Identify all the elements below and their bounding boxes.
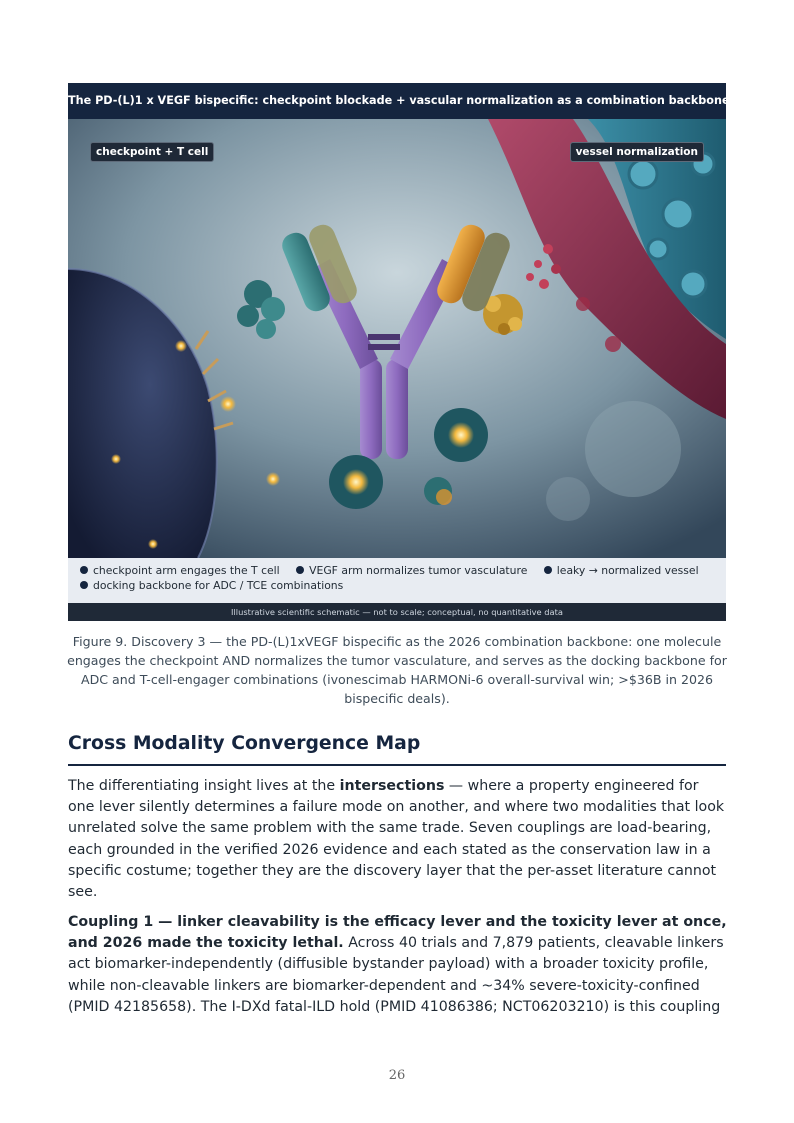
legend-label: docking backbone for ADC / TCE combinations [93, 579, 344, 592]
legend-label: checkpoint arm engages the T cell [93, 564, 280, 577]
figure-legend [68, 558, 726, 603]
bullet-icon [544, 566, 552, 574]
figure-illustration [68, 119, 726, 558]
figure-footer: Illustrative scientific schematic — not to scale; conceptual, no quantitative data [68, 603, 726, 621]
legend-label: VEGF arm normalizes tumor vasculature [309, 564, 528, 577]
paragraph-text: — where a property engineered for one lever silently determines a failure mode on another, and where two modalities that look unrelated solve the same problem with the same trade. Seven couplings are load-bearing, each grounded in the verified 2026 evidence and each stated as the conservation law in a specific costume; together they are the discovery layer that the per-asset literature cannot see. [68, 778, 725, 901]
checkpoint-tag: checkpoint + T cell [90, 142, 214, 162]
bispecific-schematic-image [68, 119, 726, 558]
legend-item [296, 564, 527, 577]
bullet-icon [80, 581, 88, 589]
legend-row [80, 564, 712, 577]
paragraph-text: Across 40 trials and 7,879 patients, cleavable linkers act biomarker-independently (diffusible bystander payload) with a broader toxicity profile, while non-cleavable linkers are biomarker-dependent and ~34% severe-toxicity-confined (PMID 42185658). The I-DXd fatal-ILD hold (PMID 41086386; NCT06203210) is this coupling [68, 935, 724, 1015]
figure-9 [68, 83, 730, 621]
legend-item [544, 564, 699, 577]
legend-item [80, 564, 280, 577]
heading-divider [68, 764, 726, 766]
coupling-heading: Coupling 1 — linker cleavability is the efficacy lever and the toxicity lever at once, and 2026 made the toxicity lethal. [68, 914, 727, 952]
section-heading: Cross Modality Convergence Map [68, 733, 421, 754]
bullet-icon [80, 566, 88, 574]
legend-row [80, 579, 356, 592]
page-number: 26 [388, 1068, 406, 1083]
vessel-tag: vessel normalization [570, 142, 704, 162]
figure-title: The PD-(L)1 x VEGF bispecific: checkpoint blockade + vascular normalization as a combination backbone [68, 83, 726, 119]
legend-item [80, 579, 343, 592]
figure-caption: Figure 9. Discovery 3 — the PD-(L)1xVEGF bispecific as the 2026 combination backbone: one molecule engages the checkpoint AND normalizes the tumor vasculature, and serves as the docking backbone for ADC and T-cell-engager combinations (ivonescimab HARMONi-6 overall-survival win; >$36B in 2026 bispecific deals). [67, 634, 727, 706]
body-paragraph-1 [68, 776, 728, 903]
body-paragraph-2 [68, 912, 728, 1018]
bullet-icon [296, 566, 304, 574]
paragraph-text: The differentiating insight lives at the [68, 778, 340, 794]
emphasis-text: intersections [339, 778, 445, 794]
legend-label: leaky → normalized vessel [556, 564, 699, 577]
